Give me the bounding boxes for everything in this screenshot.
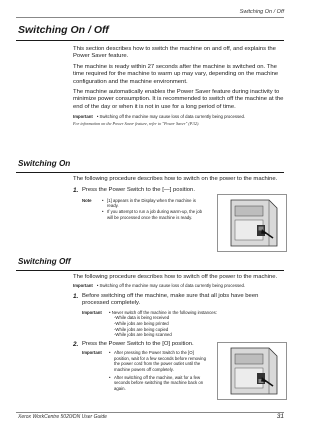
note-item: • If you attempt to run a job during warm-up, the job will be processed once the machine is ready.: [102, 209, 203, 220]
intro-important: [73, 114, 287, 120]
important-label: Important: [73, 114, 93, 120]
step-1: [73, 187, 208, 194]
title-rule: [16, 40, 284, 41]
step-text: Before switching off the machine, make sure that all jobs have been processed completely.: [82, 293, 259, 307]
note-block: [82, 198, 208, 220]
section-title-switching-on: Switching On: [18, 159, 71, 168]
footer-rule: [16, 412, 284, 413]
page-number: 31: [276, 413, 284, 420]
important-label: Important: [73, 283, 93, 289]
important-item: • After switching off the machine, wait for a few seconds before switching the machine back on again.: [109, 374, 204, 391]
important-block-1: [73, 283, 287, 289]
important-label: Important: [82, 309, 102, 315]
step-number: 1.: [73, 187, 79, 195]
important-text: • Switching off the machine may cause loss of data currently being processed.: [96, 283, 246, 289]
power-switch-on-illustration: [217, 194, 287, 252]
important-item: -While jobs are being copied: [114, 326, 169, 332]
step-2: [73, 341, 208, 348]
section-title-switching-off: Switching Off: [18, 257, 71, 266]
important-block-2: [82, 310, 287, 338]
important-item: -While data is being received: [114, 315, 170, 321]
note-item: • [1] appears in the Display when the machine is ready.: [102, 197, 196, 209]
step-text: Press the Power Switch to the [—] position.: [82, 187, 195, 194]
important-text: • Switching off the machine may cause loss of data currently being processed.: [96, 114, 246, 120]
reference-note: For information on the Power Saver feature, refer to "Power Saver" (P.32).: [73, 120, 200, 126]
step-1: [73, 293, 287, 308]
important-block-3: [82, 350, 208, 391]
footer-title: Xerox WorkCentre 5020/DN User Guide: [18, 414, 107, 420]
step-number: 1.: [73, 293, 79, 300]
section-rule: [16, 172, 284, 173]
switching-off-intro: The following procedure describes how to switch off the power to the machine.: [73, 274, 278, 280]
step-number: 2.: [73, 340, 79, 348]
intro-paragraph-2: The machine is ready within 27 seconds after the machine is switched on. The time required for the machine to warm up may vary, depending on the machine configuration and the machine environment.: [73, 63, 279, 85]
intro-section: [73, 46, 287, 126]
switching-on-intro: The following procedure describes how to switch on the power to the machine.: [73, 176, 278, 182]
intro-paragraph-1: This section describes how to switch the machine on and off, and explains the Power Saver feature.: [73, 46, 276, 60]
note-label: Note: [82, 197, 92, 203]
important-label: Important: [82, 350, 102, 356]
intro-paragraph-3: The machine automatically enables the Power Saver feature during inactivity to minimize power consumption. It is recommended to switch off the machine at the end of the day or when it is not in use for a long period of time.: [73, 89, 284, 110]
power-switch-off-illustration: [217, 342, 287, 400]
section-rule: [16, 270, 284, 271]
important-intro: • Never switch off the machine in the following instances:: [109, 309, 217, 315]
header-rule: [16, 17, 284, 18]
important-item: -While jobs are being printed: [114, 321, 169, 326]
important-item: • After pressing the Power Switch to the [O] position, wait for a few seconds before removing the power cord from the power outlet until the machine powers off completely.: [109, 350, 206, 372]
step-text: Press the Power Switch to the [O] position.: [82, 340, 194, 347]
page-title: Switching On / Off: [18, 24, 109, 36]
important-item: -While jobs are being scanned: [114, 332, 172, 338]
running-header: Switching On / Off: [239, 9, 284, 15]
